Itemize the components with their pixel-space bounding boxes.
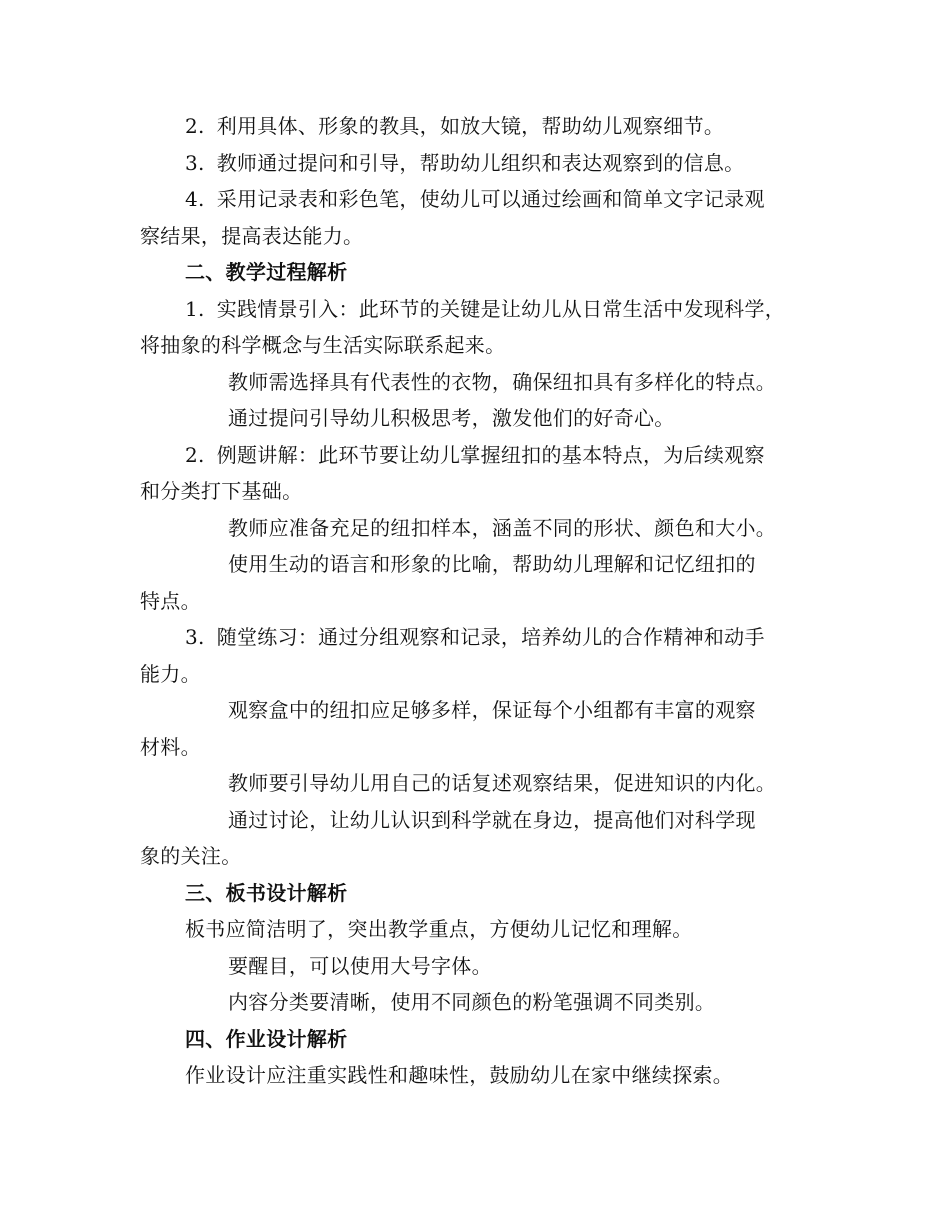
list-item-4-line-1 [140,181,810,218]
document-body [140,108,810,1094]
paragraph: 板书应简洁明了，突出教学重点，方便幼儿记忆和理解。 [185,917,693,941]
item-number: 2. [185,114,205,138]
list-item-4-line-2: 察结果，提高表达能力。 [140,223,364,248]
sub-point: 通过提问引导幼儿积极思考，激发他们的好奇心。 [228,406,675,430]
process-item-3-line-1 [140,619,810,656]
section-heading-teaching-process: 二、教学过程解析 [185,260,348,284]
item-number: 2. [185,442,205,467]
sub-point: 教师需选择具有代表性的衣物，确保纽扣具有多样化的特点。 [228,369,777,394]
item-number: 3. [185,150,205,175]
item-text: 采用记录表和彩色笔，使幼儿可以通过绘画和简单文字记录观 [216,187,765,211]
paragraph: 作业设计应注重实践性和趣味性，鼓励幼儿在家中继续探索。 [185,1063,734,1087]
item-text: 随堂练习：通过分组观察和记录，培养幼儿的合作精神和动手 [216,625,765,649]
item-text: 教师通过提问和引导，帮助幼儿组织和表达观察到的信息。 [216,150,745,175]
process-item-1-line-1 [140,291,810,328]
item-number: 4. [185,187,205,211]
item-number: 1. [185,296,205,321]
item-text: 利用具体、形象的教具，如放大镜，帮助幼儿观察细节。 [216,114,725,138]
item-text: 例题讲解：此环节要让幼儿掌握纽扣的基本特点，为后续观察 [216,442,765,467]
sub-point: 教师应准备充足的纽扣样本，涵盖不同的形状、颜色和大小。 [228,515,777,540]
sub-point: 内容分类要清晰，使用不同颜色的粉笔强调不同类别。 [228,990,716,1014]
section-heading-board-design: 三、板书设计解析 [185,880,348,905]
sub-point: 要醒目，可以使用大号字体。 [228,953,492,978]
section-heading-homework-design: 四、作业设计解析 [185,1026,348,1051]
process-item-1-line-2: 将抽象的科学概念与生活实际联系起来。 [140,333,506,357]
sub-point: 使用生动的语言和形象的比喻，帮助幼儿理解和记忆纽扣的 [228,552,756,576]
sub-point: 通过讨论，让幼儿认识到科学就在身边，提高他们对科学现 [228,807,756,832]
sub-point: 教师要引导幼儿用自己的话复述观察结果，促进知识的内化。 [228,771,777,795]
sub-point-continuation: 特点。 [140,588,201,613]
process-item-2-line-2: 和分类打下基础。 [140,479,303,503]
item-number: 3. [185,625,205,649]
sub-point: 观察盒中的纽扣应足够多样，保证每个小组都有丰富的观察 [228,698,756,722]
list-item-2-line-1 [140,108,810,145]
sub-point-continuation: 象的关注。 [140,844,242,868]
list-item-3-line-1 [140,145,810,182]
sub-point-continuation: 材料。 [140,734,201,759]
item-text: 实践情景引入：此环节的关键是让幼儿从日常生活中发现科学， [216,296,786,321]
process-item-2-line-1 [140,437,810,474]
process-item-3-line-2: 能力。 [140,661,201,686]
